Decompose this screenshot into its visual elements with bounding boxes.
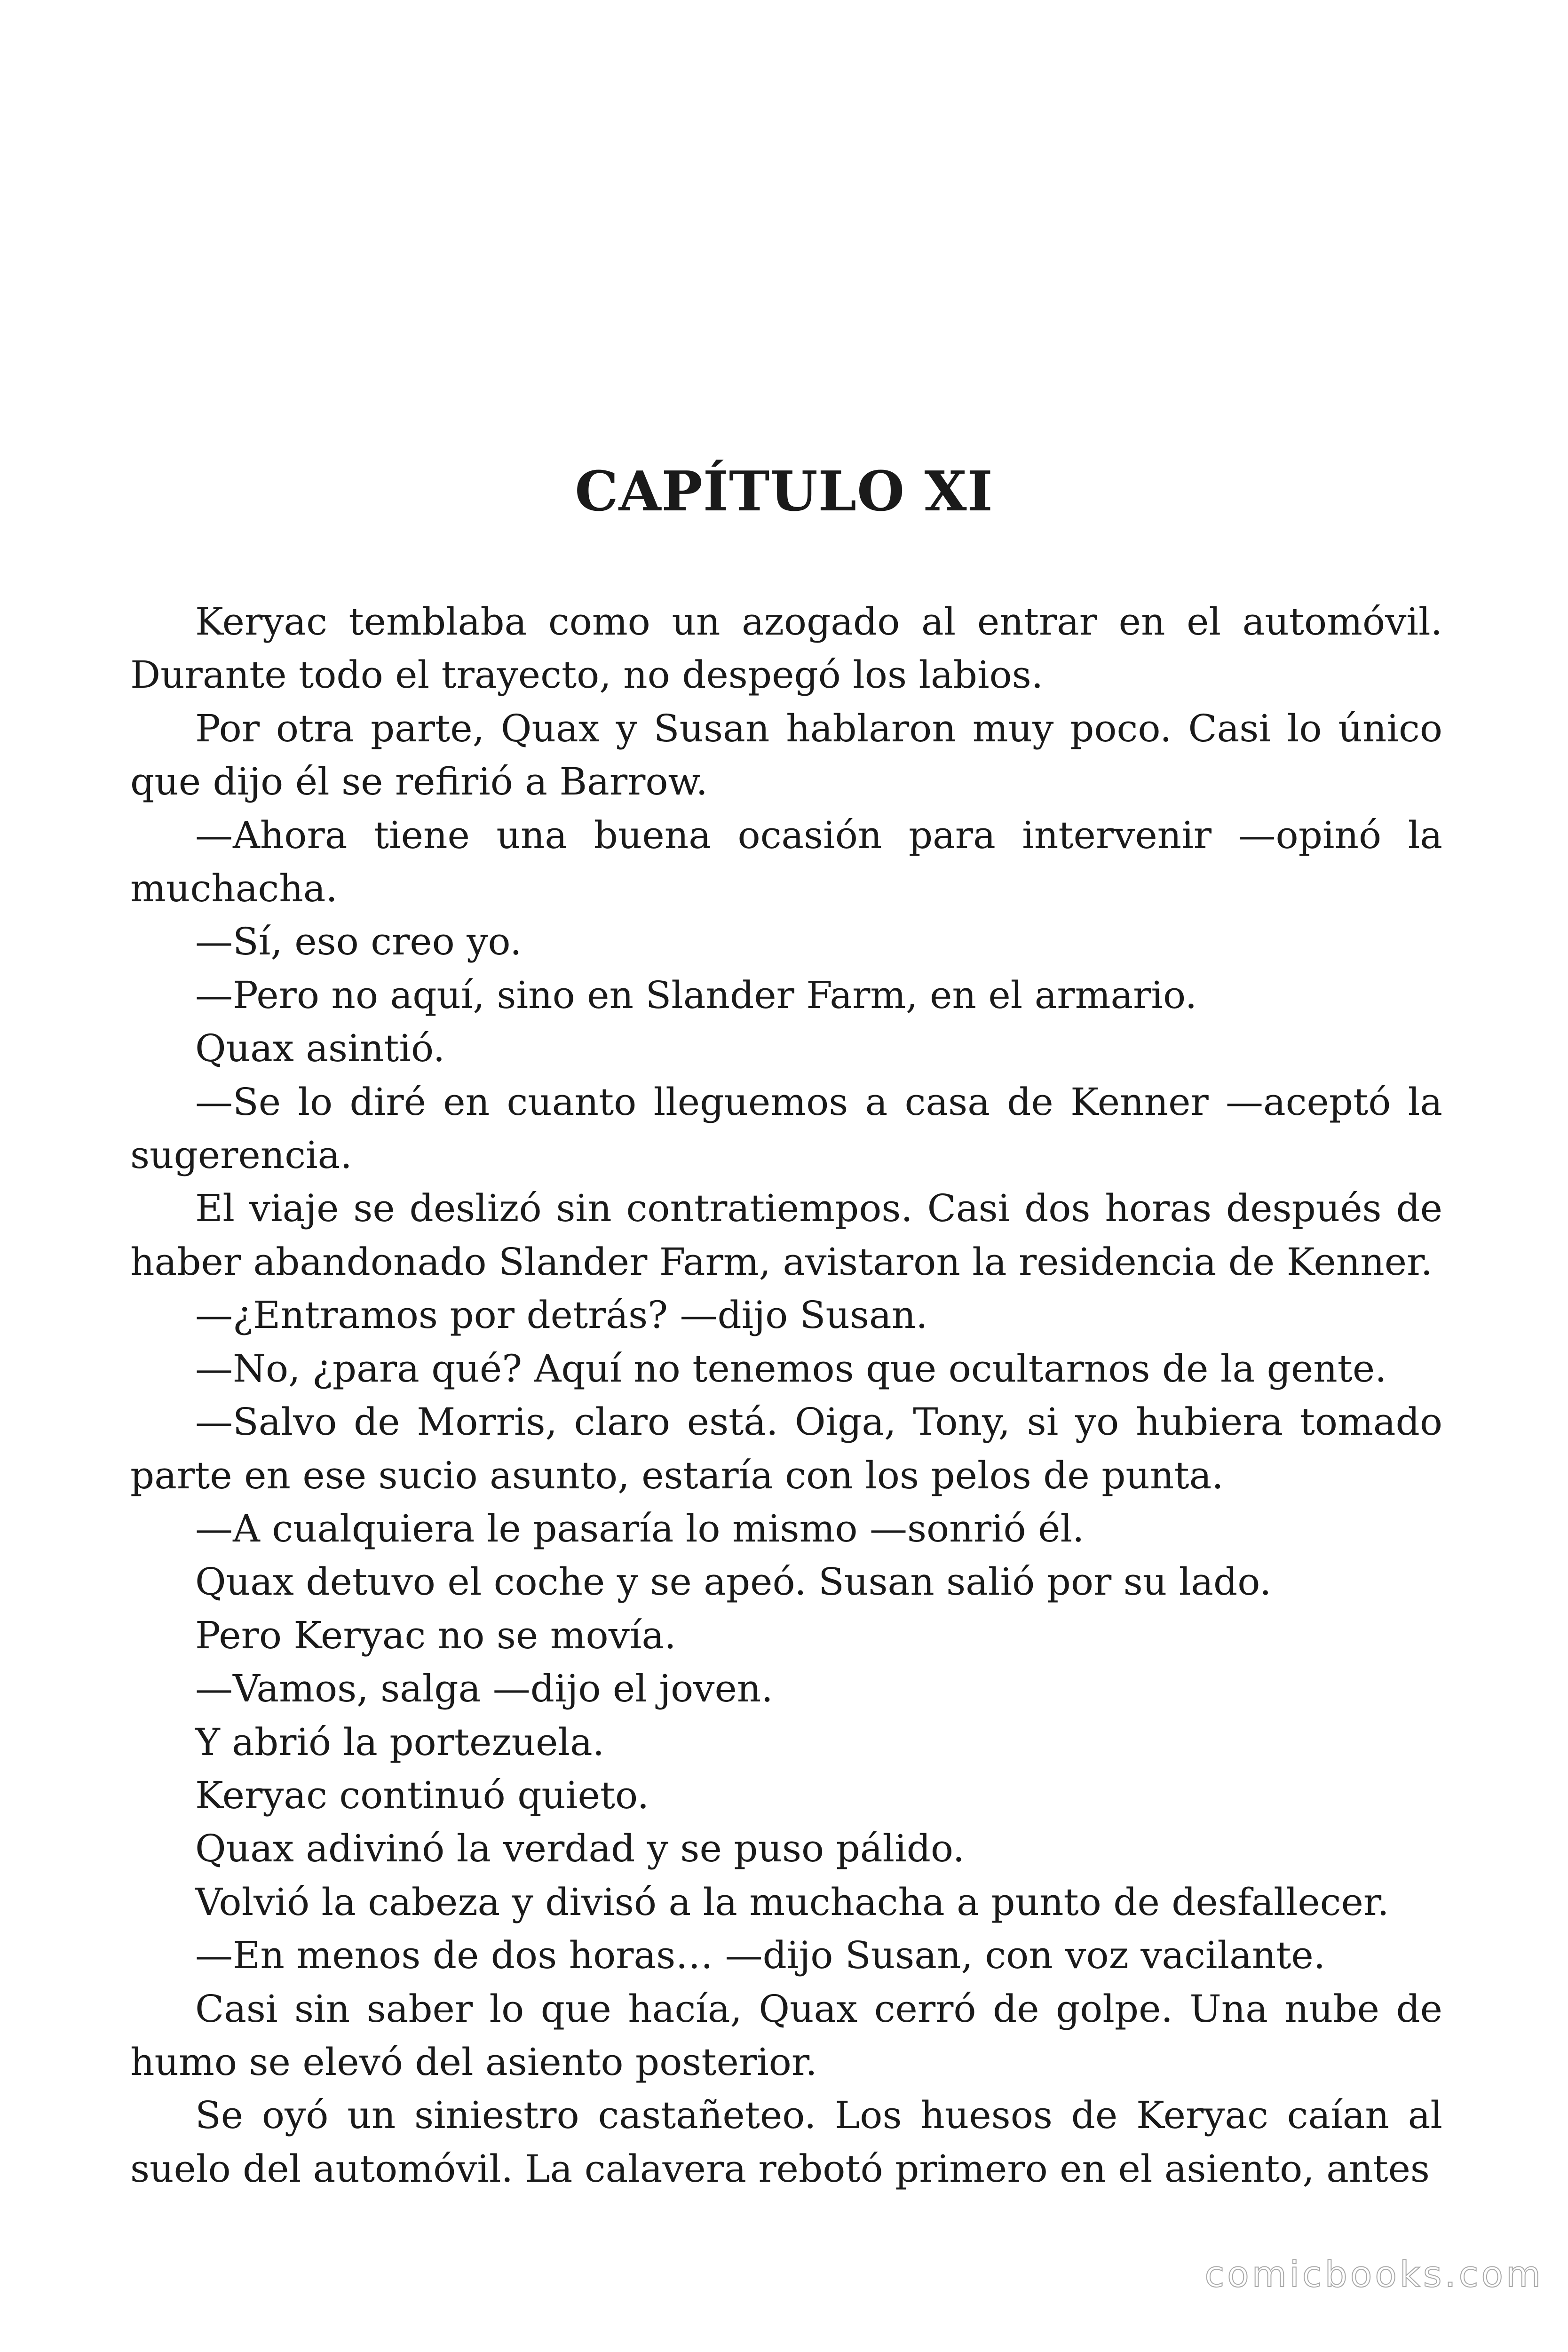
paragraph: Y abrió la portezuela.: [195, 1720, 605, 1764]
paragraph: Pero Keryac no se movía.: [195, 1613, 676, 1657]
chapter-body: [130, 595, 1442, 2195]
paragraph: Quax adivinó la verdad y se puso pálido.: [195, 1827, 965, 1871]
paragraph: Casi sin saber lo que hacía, Quax cerró de golpe. Una nube de humo se elevó del asiento posterior.: [130, 1986, 1442, 2084]
paragraph: Volvió la cabeza y divisó a la muchacha a punto de desfallecer.: [195, 1880, 1389, 1924]
paragraph: Por otra parte, Quax y Susan hablaron muy poco. Casi lo único que dijo él se refirió a Barrow.: [130, 706, 1442, 804]
paragraph: Quax asintió.: [195, 1026, 445, 1071]
watermark: comicbooks.com: [1204, 2253, 1544, 2295]
paragraph: —Pero no aquí, sino en Slander Farm, en el armario.: [195, 973, 1197, 1017]
paragraph: —Se lo diré en cuanto lleguemos a casa de Kenner —aceptó la sugerencia.: [130, 1080, 1442, 1177]
paragraph: —En menos de dos horas… —dijo Susan, con voz vacilante.: [195, 1933, 1326, 1978]
paragraph: Quax detuvo el coche y se apeó. Susan salió por su lado.: [195, 1560, 1272, 1604]
paragraph: —¿Entramos por detrás? —dijo Susan.: [195, 1293, 928, 1337]
paragraph: Keryac continuó quieto.: [195, 1773, 649, 1817]
paragraph: —No, ¿para qué? Aquí no tenemos que ocultarnos de la gente.: [195, 1346, 1387, 1391]
paragraph: —Salvo de Morris, claro está. Oiga, Tony, si yo hubiera tomado parte en ese sucio asunto, estaría con los pelos de punta.: [130, 1400, 1442, 1497]
paragraph: —Vamos, salga —dijo el joven.: [195, 1667, 773, 1711]
chapter-title: CAPÍTULO XI: [575, 460, 993, 524]
paragraph: —A cualquiera le pasaría lo mismo —sonrió él.: [195, 1506, 1085, 1550]
paragraph: Keryac temblaba como un azogado al entrar en el automóvil. Durante todo el trayecto, no despegó los labios.: [130, 600, 1442, 697]
paragraph: El viaje se deslizó sin contratiempos. Casi dos horas después de haber abandonado Slander Farm, avistaron la residencia de Kenner.: [130, 1186, 1442, 1284]
paragraph: Se oyó un siniestro castañeteo. Los huesos de Keryac caían al suelo del automóvil. La calavera rebotó primero en el asiento, antes: [130, 2093, 1442, 2191]
paragraph: —Ahora tiene una buena ocasión para intervenir —opinó la muchacha.: [130, 813, 1442, 911]
paragraph: —Sí, eso creo yo.: [195, 920, 522, 964]
